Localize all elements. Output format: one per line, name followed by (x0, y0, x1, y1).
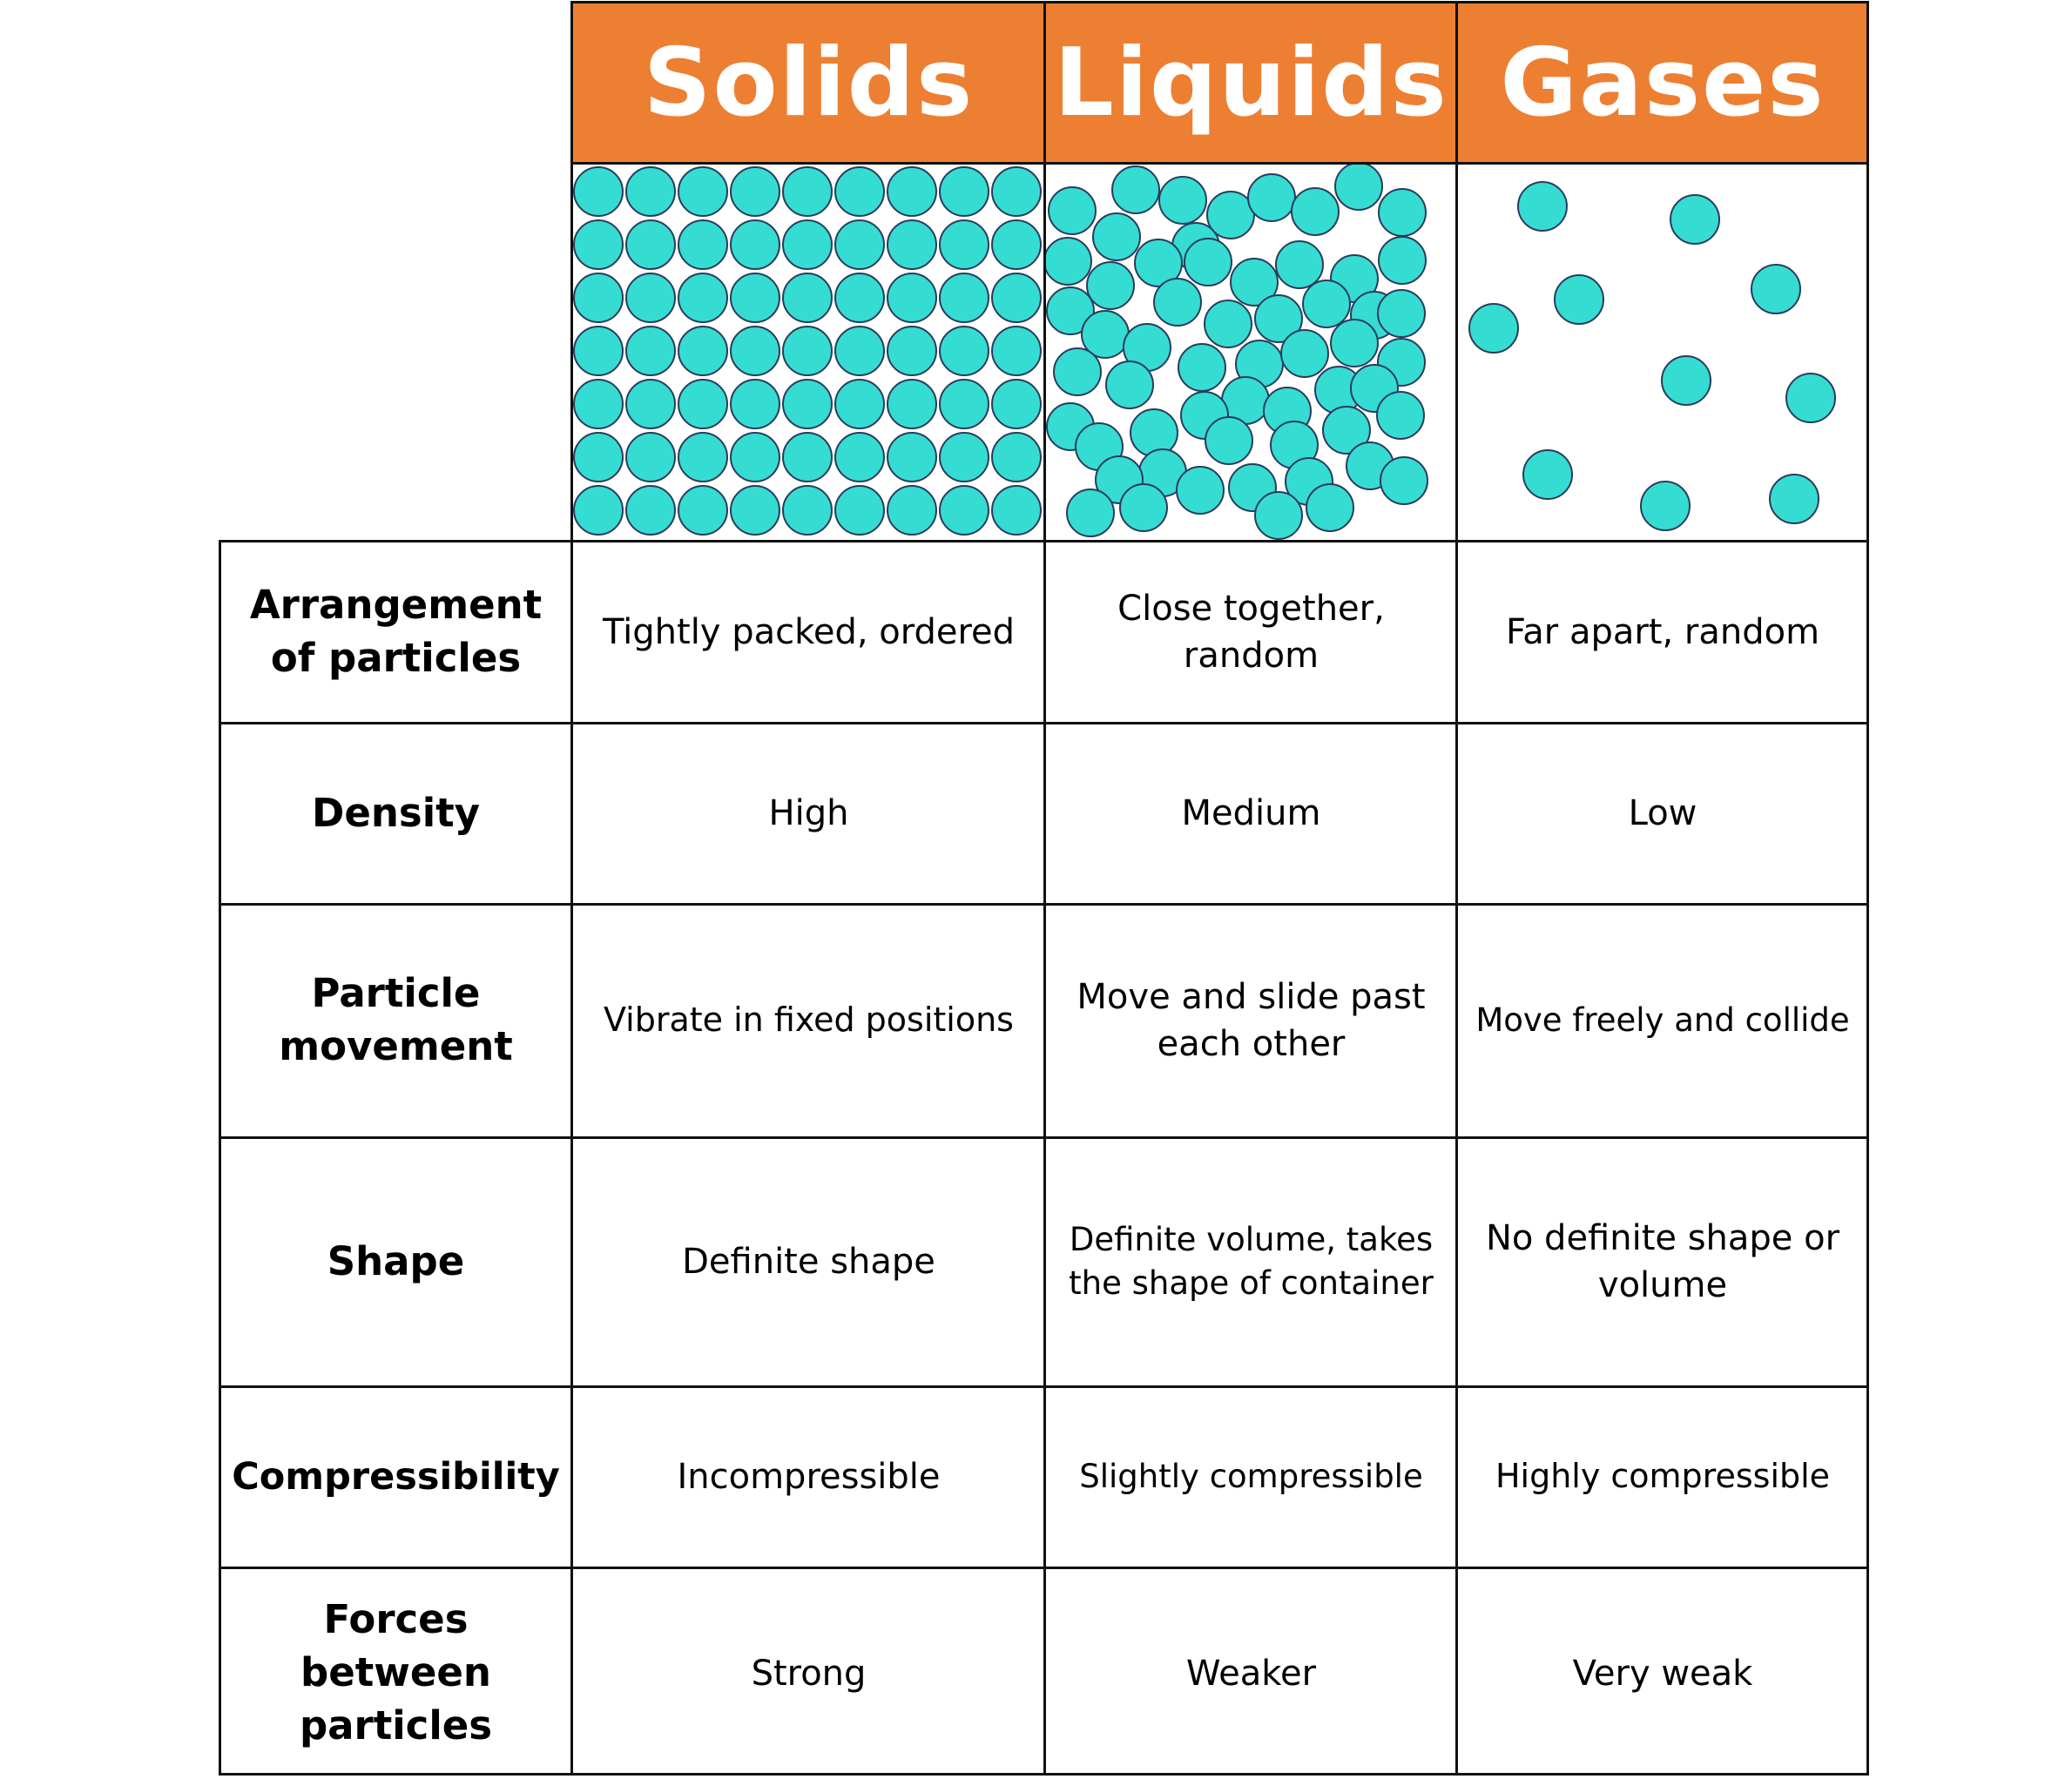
cell-solid-density: High (768, 793, 849, 833)
gas-particle (1751, 265, 1800, 313)
grid-vline (1043, 1, 1046, 1776)
cell-solid-compressibility: Incompressible (677, 1457, 941, 1497)
gas-particle (1786, 374, 1835, 422)
solid-particle (783, 433, 832, 482)
solid-particle (940, 220, 989, 269)
liquid-particle (1378, 290, 1425, 337)
solid-particle (731, 327, 780, 375)
solid-particle (574, 167, 623, 216)
cell-liquid-density: Medium (1181, 793, 1321, 833)
liquid-particle (1205, 300, 1252, 347)
solid-particle (626, 167, 675, 216)
solid-particle (835, 220, 884, 269)
solid-particle (783, 167, 832, 216)
solid-particle (678, 380, 727, 428)
row-label-forces: Forces between particles (299, 1596, 493, 1749)
solid-particle (626, 327, 675, 375)
solid-particle (940, 486, 989, 535)
cell-solid-shape: Definite shape (682, 1242, 935, 1282)
solid-particle (574, 327, 623, 375)
grid-hline (571, 1, 1869, 3)
gas-particle (1523, 450, 1572, 499)
liquid-particle (1248, 174, 1295, 221)
solid-particle (888, 220, 936, 269)
solid-particle (626, 220, 675, 269)
solid-particle (835, 167, 884, 216)
solid-particle (626, 433, 675, 482)
gas-particle (1670, 195, 1719, 244)
solid-particle (992, 433, 1041, 482)
solid-particle (678, 486, 727, 535)
solid-particle (678, 167, 727, 216)
liquid-particle (1154, 279, 1201, 326)
cell-gas-forces: Very weak (1572, 1653, 1753, 1694)
gas-particle (1662, 356, 1711, 405)
solid-particle (626, 486, 675, 535)
solid-particle (835, 380, 884, 428)
grid-vline (1866, 1, 1869, 1776)
solid-particle (574, 220, 623, 269)
liquid-particle (1292, 188, 1339, 235)
solid-particle (678, 433, 727, 482)
solid-particle (835, 273, 884, 322)
solid-particle (888, 380, 936, 428)
liquid-particle (1331, 320, 1378, 367)
gas-particle (1518, 182, 1567, 231)
solid-particle (783, 220, 832, 269)
cell-liquid-compressibility: Slightly compressible (1079, 1458, 1423, 1496)
solid-particle (992, 486, 1041, 535)
cell-solid-arrangement: Tightly packed, ordered (602, 611, 1016, 652)
gas-particle (1641, 482, 1690, 530)
solid-particle (888, 273, 936, 322)
liquid-particle (1045, 238, 1091, 285)
solid-particle (888, 167, 936, 216)
solid-particle (835, 327, 884, 375)
liquid-particle (1054, 348, 1101, 395)
cell-liquid-movement: Move and slide past each other (1076, 977, 1426, 1064)
liquid-particle (1184, 239, 1232, 286)
liquid-particle (1379, 189, 1426, 236)
liquid-particle (1281, 330, 1328, 377)
liquid-particle (1255, 492, 1302, 539)
liquid-particle (1379, 237, 1426, 284)
row-label-shape: Shape (327, 1237, 465, 1284)
solid-particle (626, 380, 675, 428)
solid-particle (940, 433, 989, 482)
solid-particle (992, 273, 1041, 322)
liquid-particle (1093, 213, 1140, 260)
liquid-particle (1205, 417, 1252, 464)
solid-particle (678, 220, 727, 269)
cell-solid-movement: Vibrate in fixed positions (604, 1001, 1014, 1040)
grid-vline (219, 540, 221, 1776)
solid-particle (783, 273, 832, 322)
liquid-particle (1130, 409, 1178, 456)
solid-particle (731, 433, 780, 482)
cell-solid-forces: Strong (751, 1653, 867, 1694)
solid-particle (992, 167, 1041, 216)
solid-particle (940, 273, 989, 322)
solid-particle (835, 486, 884, 535)
liquid-particle (1380, 457, 1427, 504)
liquid-particle (1112, 166, 1159, 213)
solid-particle (574, 433, 623, 482)
cell-liquid-shape: Definite volume, takes the shape of container (1069, 1221, 1434, 1302)
cell-liquid-forces: Weaker (1185, 1653, 1317, 1694)
header-liquids: Liquids (1045, 3, 1457, 163)
liquid-particles-diagram (1045, 163, 1457, 541)
liquid-particle (1303, 280, 1350, 327)
solid-particle (574, 486, 623, 535)
solid-particle (731, 380, 780, 428)
cell-liquid-arrangement: Close together, random (1117, 588, 1385, 676)
liquid-particle (1087, 262, 1134, 309)
liquid-particle (1120, 484, 1167, 531)
header-gases: Gases (1457, 3, 1868, 163)
solid-particle (992, 327, 1041, 375)
solid-particle (783, 327, 832, 375)
solid-particle (731, 486, 780, 535)
cell-gas-shape: No definite shape or volume (1485, 1218, 1840, 1305)
solid-particle (888, 433, 936, 482)
liquid-particle (1049, 187, 1096, 234)
gas-particle (1469, 304, 1518, 353)
solid-particle (626, 273, 675, 322)
solid-particle (731, 220, 780, 269)
liquid-particle (1276, 241, 1323, 288)
gas-particles-diagram (1457, 163, 1868, 541)
liquid-particle (1177, 467, 1224, 514)
solid-particle (678, 273, 727, 322)
liquid-particle (1306, 484, 1353, 531)
solid-particle (783, 486, 832, 535)
solid-particle (678, 327, 727, 375)
gas-particle (1770, 475, 1819, 523)
cell-gas-compressibility: Highly compressible (1495, 1457, 1831, 1496)
solid-particle (992, 380, 1041, 428)
liquid-particle (1159, 177, 1206, 224)
solid-particle (940, 167, 989, 216)
solid-particle (731, 167, 780, 216)
cell-gas-arrangement: Far apart, random (1505, 611, 1820, 652)
grid-vline (1455, 1, 1458, 1776)
row-label-density: Density (312, 789, 480, 836)
solid-particle (574, 273, 623, 322)
solid-particle (574, 380, 623, 428)
solid-particle (731, 273, 780, 322)
cell-gas-density: Low (1628, 793, 1697, 833)
liquid-particle (1335, 163, 1382, 210)
solid-particle (783, 380, 832, 428)
grid-vline (570, 1, 573, 1776)
solid-particle (888, 327, 936, 375)
solid-particle (835, 433, 884, 482)
liquid-particle (1178, 344, 1225, 391)
solid-particle (940, 327, 989, 375)
liquid-particle (1106, 361, 1153, 408)
row-label-particle-movement: Particle movement (279, 970, 513, 1069)
header-solids: Solids (572, 3, 1045, 163)
solid-particle (888, 486, 936, 535)
solid-particle (940, 380, 989, 428)
solid-particle (992, 220, 1041, 269)
solid-particles-diagram (572, 163, 1045, 541)
cell-gas-movement: Move freely and collide (1475, 1001, 1850, 1040)
gas-particle (1555, 275, 1603, 324)
row-label-arrangement: Arrangement of particles (249, 581, 543, 681)
liquid-particle (1067, 489, 1114, 536)
grid-hline (571, 162, 1869, 165)
liquid-particle (1377, 392, 1424, 439)
row-label-compressibility: Compressibility (232, 1454, 560, 1499)
